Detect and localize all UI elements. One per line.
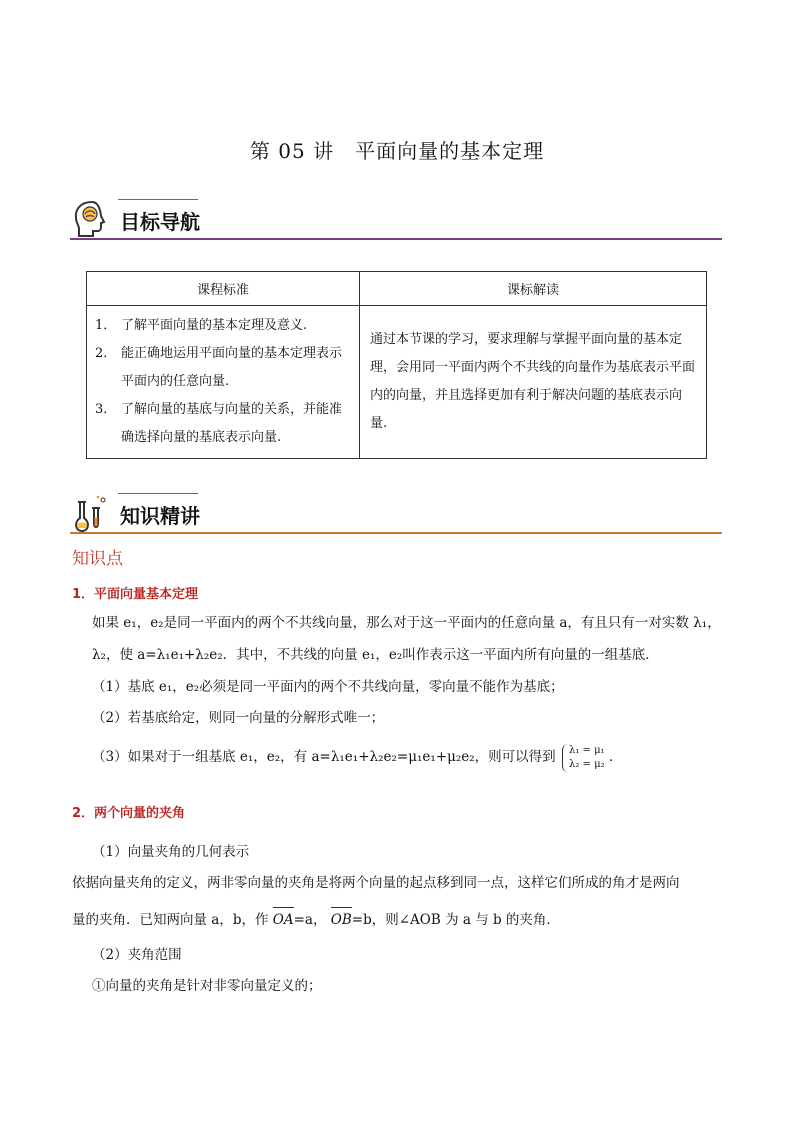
section-decoration	[118, 199, 198, 200]
knowledge-point-heading: 知识点	[72, 549, 123, 569]
paragraph: 如果 e₁，e₂是同一平面内的两个不共线向量，那么对于这一平面内的任意向量 a，有且只有一对实数 λ₁，	[92, 615, 721, 631]
list-item	[93, 312, 353, 340]
paragraph: 依据向量夹角的定义，两非零向量的夹角是将两个向量的起点移到同一点，这样它们所成的角才是两向	[72, 875, 680, 891]
standards-table	[86, 271, 707, 459]
text-fragment: 量的夹角．已知两向量 a，b，作	[72, 912, 269, 928]
table-header: 课程标准	[87, 272, 360, 306]
paragraph	[72, 910, 724, 930]
vector-OB: OB	[330, 912, 352, 928]
chemistry-flask-icon	[70, 492, 112, 534]
list-item	[92, 740, 732, 774]
list-item	[93, 396, 353, 452]
subsection-title: 1．平面向量基本定理	[72, 587, 199, 602]
list-item: （1）基底 e₁，e₂必须是同一平面内的两个不共线向量，零向量不能作为基底；	[92, 679, 564, 695]
list-text: 了解平面向量的基本定理及意义.	[121, 318, 308, 333]
standards-cell	[87, 306, 360, 459]
section-decoration	[118, 493, 198, 494]
period: ．	[608, 749, 623, 765]
head-brain-icon	[70, 198, 112, 240]
subsection-title: 2．两个向量的夹角	[72, 806, 186, 821]
list-number: 3．	[95, 402, 117, 417]
list-text: 了解向量的基底与向量的关系，并能准确选择向量的基底表示向量.	[121, 402, 343, 445]
table-row	[87, 306, 707, 459]
section-header-goals	[70, 198, 722, 240]
list-item: （2）若基底给定，则同一向量的分解形式唯一；	[92, 710, 385, 726]
text-fragment: =a，	[293, 912, 327, 928]
paragraph: λ₂，使 a=λ₁e₁+λ₂e₂．其中，不共线的向量 e₁，e₂叫作表示这一平面内所有向量的一组基底．	[92, 647, 659, 663]
vector-OA: OA	[272, 912, 294, 928]
interpretation-cell: 通过本节课的学习，要求理解与掌握平面向量的基本定理，会用同一平面内两个不共线的向量作为基底表示平面内的向量，并且选择更加有利于解决问题的基底表示向量.	[360, 306, 707, 459]
list-item: ①向量的夹角是针对非零向量定义的；	[92, 978, 322, 994]
list-number: 2．	[95, 346, 117, 361]
list-item	[93, 340, 353, 396]
equation-line: λ₁ = μ₁	[568, 744, 605, 756]
section-title: 知识精讲	[120, 504, 200, 528]
section-header-knowledge	[70, 492, 722, 534]
section-underline	[70, 238, 722, 240]
list-text: 能正确地运用平面向量的基本定理表示平面内的任意向量.	[121, 346, 343, 389]
table-header-row	[87, 272, 707, 306]
list-item: （1）向量夹角的几何表示	[92, 844, 250, 860]
table-header: 课标解读	[360, 272, 707, 306]
section-title: 目标导航	[120, 210, 200, 234]
page-title: 第 05 讲 平面向量的基本定理	[249, 139, 545, 163]
equation-system	[562, 744, 605, 772]
section-underline	[70, 532, 722, 534]
equation-line: λ₂ = μ₂	[568, 758, 605, 770]
list-item: （2）夹角范围	[92, 947, 182, 963]
text-fragment: =b，则∠AOB 为 a 与 b 的夹角．	[351, 912, 560, 928]
list-number: 1．	[95, 318, 117, 333]
list-text: （3）如果对于一组基底 e₁，e₂，有 a=λ₁e₁+λ₂e₂=μ₁e₁+μ₂e₂，则可以得到	[92, 749, 556, 765]
